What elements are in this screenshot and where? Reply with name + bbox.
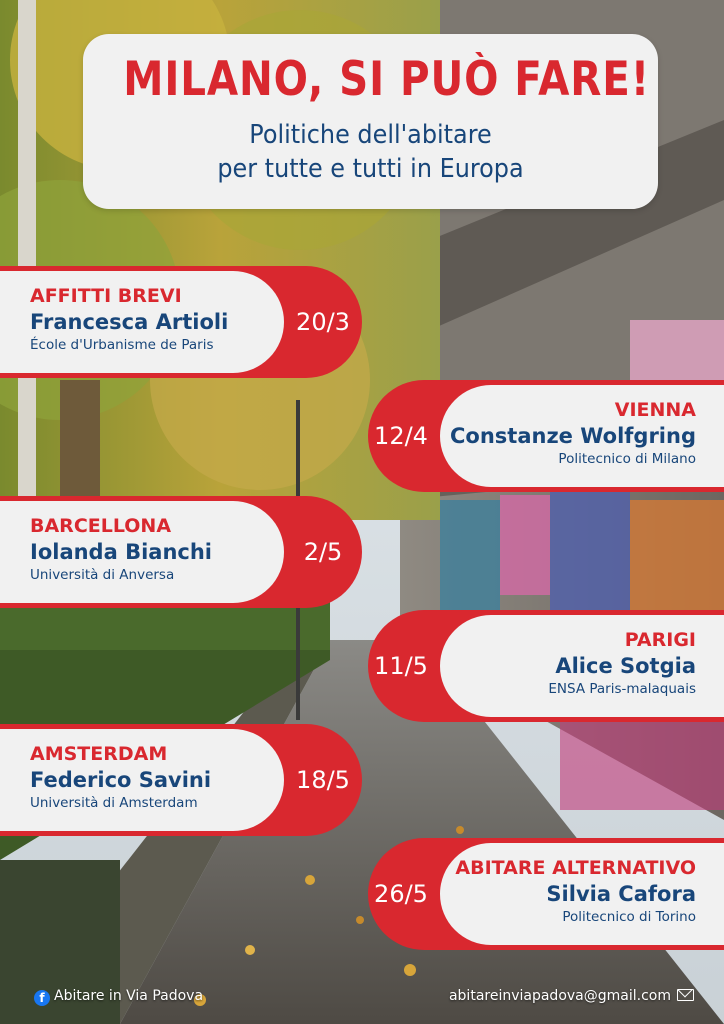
event-info — [30, 742, 211, 812]
event-card-amsterdam — [0, 724, 362, 836]
event-city: ABITARE ALTERNATIVO — [455, 857, 696, 879]
event-date: 11/5 — [374, 652, 428, 680]
email-address: abitareinviapadova@gmail.com — [448, 988, 671, 1004]
subtitle-line-1: Politiche dell'abitare — [249, 120, 492, 150]
page-title: MILANO, SI PUÒ FARE! — [123, 52, 651, 107]
event-speaker: Iolanda Bianchi — [30, 540, 212, 564]
event-city: VIENNA — [614, 399, 696, 421]
event-speaker: Silvia Cafora — [546, 882, 696, 906]
event-city: AMSTERDAM — [30, 743, 168, 765]
event-speaker: Alice Sotgia — [555, 654, 696, 678]
event-speaker: Constanze Wolfgring — [450, 424, 696, 448]
event-city: BARCELLONA — [30, 515, 172, 537]
mail-icon — [677, 989, 694, 1001]
event-city: AFFITTI BREVI — [30, 285, 182, 307]
page-subtitle — [106, 118, 635, 186]
event-info — [30, 284, 228, 354]
event-institution: Politecnico di Milano — [558, 451, 696, 467]
event-info — [450, 398, 696, 468]
event-info — [30, 514, 212, 584]
event-institution: École d'Urbanisme de Paris — [30, 337, 214, 353]
event-date: 20/3 — [296, 308, 350, 336]
event-institution: Università di Amsterdam — [30, 795, 198, 811]
event-card-parigi — [368, 610, 724, 722]
facebook-link[interactable] — [34, 986, 203, 1006]
subtitle-line-2: per tutte e tutti in Europa — [217, 154, 524, 184]
facebook-label: Abitare in Via Padova — [54, 988, 204, 1004]
event-card-abitare-alternativo — [368, 838, 724, 950]
event-speaker: Federico Savini — [30, 768, 212, 792]
event-card-vienna — [368, 380, 724, 492]
event-card-barcellona — [0, 496, 362, 608]
event-institution: ENSA Paris-malaquais — [548, 681, 696, 697]
event-institution: Università di Anversa — [30, 567, 175, 583]
event-date: 12/4 — [374, 422, 428, 450]
event-date: 2/5 — [303, 538, 343, 566]
event-date: 18/5 — [296, 766, 350, 794]
header-card — [83, 34, 658, 209]
event-speaker: Francesca Artioli — [30, 310, 229, 334]
event-date: 26/5 — [374, 880, 428, 908]
event-card-affitti-brevi — [0, 266, 362, 378]
event-city: PARIGI — [624, 629, 696, 651]
facebook-icon: f — [34, 990, 50, 1006]
event-institution: Politecnico di Torino — [562, 909, 696, 925]
email-link[interactable] — [449, 986, 694, 1006]
event-info — [548, 628, 696, 698]
event-info — [455, 856, 696, 926]
